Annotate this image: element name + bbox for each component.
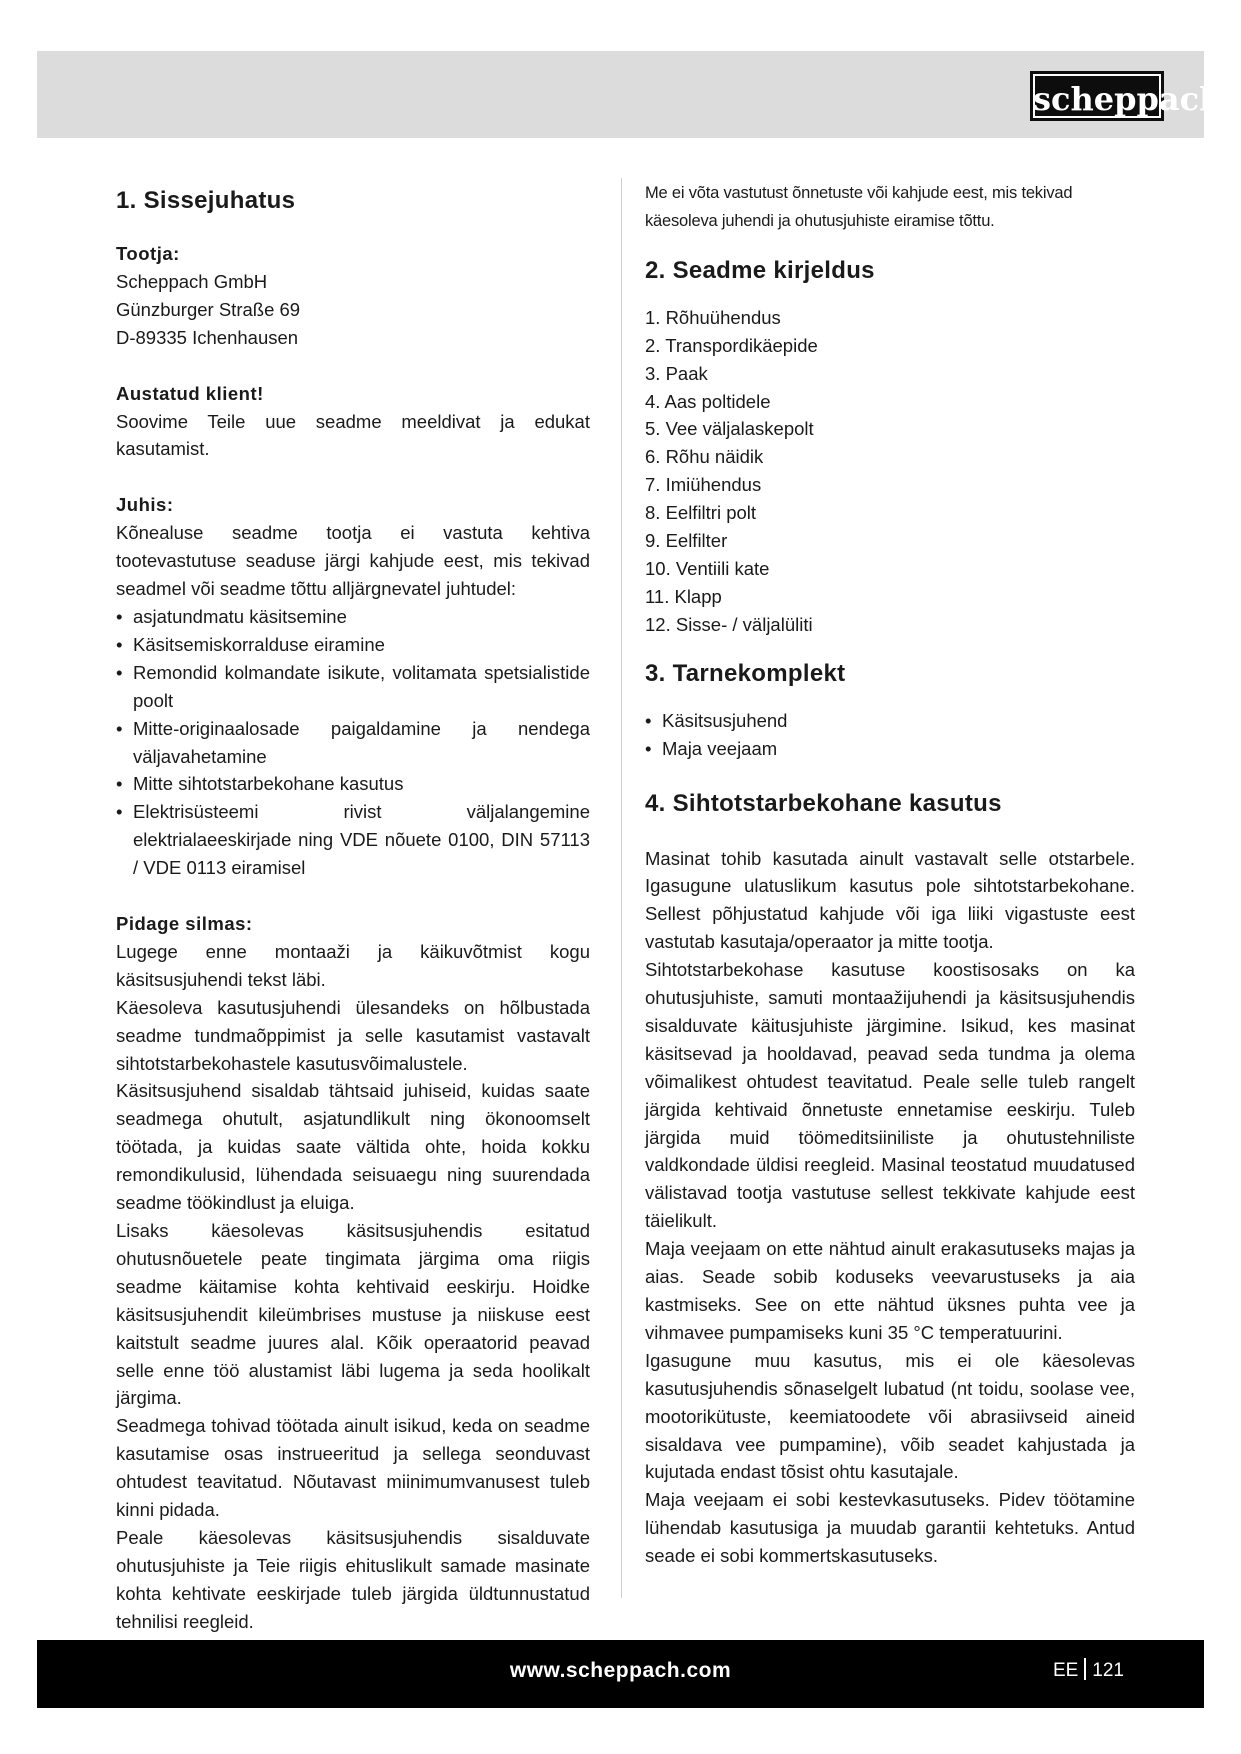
section-1-title: 1. Sissejuhatus <box>116 187 296 214</box>
customer-text: Soovime Teile uue seadme meeldivat ja edukat kasutamist. <box>116 410 590 460</box>
use-paragraph: Igasugune muu kasutus, mis ei ole käesolevas kasutusjuhendis sõnaselgelt lubatud (nt toidu, soolase vee, mootorikütuste, keemiatoodete või abrasiivseid aineid sisaldava vee pumpamine), võib seadet kahjustada ja kujutada endast tõsist ohtu kasutajale. <box>645 1349 1135 1483</box>
note-paragraph: Seadmega tohivad töötada ainult isikud, keda on seadme kasutamise osas instrueeritud ja sellega seonduvast ohtudest teavitatud. Nõutavast miinimumvanusest tuleb kinni pidada. <box>116 1415 590 1521</box>
use-paragraph: Masinat tohib kasutada ainult vastavalt selle otstarbele. Igasugune ulatuslikum kasutus pole sihtotstarbekohane. Sellest põhjustatud kahjude või iga liiki vigastuste eest vastutab kasutaja/operaator ja mitte tootja. <box>645 847 1135 953</box>
note-paragraph: Peale käesolevas käsitsusjuhendis sisalduvate ohutusjuhiste ja Teie riigis ehituslikult samade masinate kohta kehtivate eeskirjade tuleb järgida üldtunnustatud tehnilisi reegleid. <box>116 1526 590 1632</box>
parts-list <box>645 304 1135 639</box>
liability-text: Me ei võta vastutust õnnetuste või kahjude eest, mis tekivad käesoleva juhendi ja ohutusjuhiste eiramise tõttu. <box>645 184 1073 230</box>
list-item: • Mitte sihtotstarbekohane kasutus <box>116 770 590 798</box>
manufacturer-line: Günzburger Straße 69 <box>116 298 301 320</box>
list-item: • Maja veejaam <box>645 735 1135 763</box>
note-paragraph: Käsitsusjuhend sisaldab tähtsaid juhiseid, kuidas saate seadmega ohutult, asjatundlikult ning ökonoomselt töötada, ja kuidas saate vältida ohte, hoida kokku remondikulusid, lühendada seisuaegu ning suurendada seadme töökindlust ja eluiga. <box>116 1080 590 1214</box>
notice-text: Kõnealuse seadme tootja ei vastuta kehtiva tootevastutuse seaduse järgi kahjude eest, mis tekivad seadmel või seadme tõttu alljärgnevatel juhtudel: <box>116 522 590 600</box>
use-paragraph: Maja veejaam ei sobi kestevkasutuseks. Pidev töötamine lühendab kasutusiga ja muudab garantii kehtetuks. Antud seade ei sobi kommertskasutuseks. <box>645 1489 1135 1567</box>
right-column <box>645 180 1135 1570</box>
use-paragraph: Maja veejaam on ette nähtud ainult erakasutuseks majas ja aias. Seade sobib koduseks veevarustuseks ja aia kastmiseks. See on ette nähtud üksnes puhta vee ja vihmavee pumpamiseks kuni 35 °C temperatuurini. <box>645 1238 1135 1343</box>
list-item: • Elektrisüsteemi rivist väljalangemine elektrialaeeskirjade ning VDE nõuete 0100, DIN 57113 / VDE 0113 eiramisel <box>116 798 590 882</box>
list-item: 12. Sisse- / väljalüliti <box>645 613 813 635</box>
customer-label: Austatud klient! <box>116 382 264 404</box>
list-item: 11. Klapp <box>645 585 722 607</box>
list-item: • Käsitsusjuhend <box>645 707 1135 735</box>
list-item: 7. Imiühendus <box>645 474 762 496</box>
list-item: • asjatundmatu käsitsemine <box>116 603 590 631</box>
list-item: • Käsitsemiskorralduse eiramine <box>116 631 590 659</box>
section-3-title: 3. Tarnekomplekt <box>645 659 846 687</box>
list-item: 5. Vee väljalaskepolt <box>645 418 814 440</box>
note-label: Pidage silmas: <box>116 913 253 935</box>
list-item: 4. Aas poltidele <box>645 390 771 412</box>
manufacturer-line: Scheppach GmbH <box>116 270 268 292</box>
list-item: 8. Eelfiltri polt <box>645 502 757 524</box>
column-divider <box>621 178 622 1598</box>
note-paragraph: Lugege enne montaaži ja käikuvõtmist kogu käsitsusjuhendi tekst läbi. <box>116 940 590 990</box>
list-item: 2. Transpordikäepide <box>645 334 818 356</box>
page-separator <box>1084 1658 1086 1680</box>
footer-page-indicator <box>1053 1640 1124 1702</box>
list-item: 6. Rõhu näidik <box>645 446 764 468</box>
note-paragraph: Käesoleva kasutusjuhendi ülesandeks on hõlbustada seadme tundmaõppimist ja selle kasutamist vastavalt sihtotstarbekohastele kasutusvõimalustele. <box>116 996 590 1074</box>
language-code: EE <box>1052 1660 1079 1681</box>
notice-bullet-list <box>116 603 590 882</box>
manufacturer-line: D-89335 Ichenhausen <box>116 326 299 348</box>
notice-label: Juhis: <box>116 494 174 516</box>
footer-bar <box>37 1640 1204 1708</box>
list-item: • Remondid kolmandate isikute, volitamata spetsialistide poolt <box>116 659 590 715</box>
list-item: 3. Paak <box>645 362 708 384</box>
scheppach-logo: scheppach <box>1030 71 1164 121</box>
header-bar <box>37 51 1223 138</box>
manufacturer-label: Tootja: <box>116 243 180 264</box>
section-2-title: 2. Seadme kirjeldus <box>645 256 875 284</box>
footer-website-link[interactable]: www.scheppach.com <box>509 1659 732 1682</box>
list-item: 10. Ventiili kate <box>645 557 770 579</box>
list-item: • Mitte-originaalosade paigaldamine ja nendega väljavahetamine <box>116 715 590 771</box>
note-paragraph: Lisaks käesolevas käsitsusjuhendis esitatud ohutusnõuetele peate tingimata järgima oma riigis seadme käitamise kohta kehtivaid eeskirju. Hoidke käsitsusjuhendit kileümbrises mustuse ja niiskuse eest kaitstult seadme juures alal. Kõik operaatorid peavad selle enne töö alustamist läbi lugema ja seda hoolikalt järgima. <box>116 1220 590 1409</box>
delivery-list <box>645 707 1135 763</box>
left-column <box>116 180 590 1636</box>
use-paragraph: Sihtotstarbekohase kasutuse koostisosaks on ka ohutusjuhiste, samuti montaažijuhendi ja käsitsusjuhendis sisalduvate käitusjuhiste järgimine. Isikud, kes masinat käsitsevad ja hooldavad, peavad seda tundma ja olema võimalikest ohtudest teavitatud. Peale selle tuleb rangelt järgida kehtivaid õnnetuste ennetamise eeskirju. Tuleb järgida muid töömeditsiiniliste ja ohutustehniliste valdkondade üldisi reegleid. Masinal teostatud muudatused välistavad tootja vastutuse sellest tekkivate kahjude eest täielikult. <box>645 959 1135 1232</box>
list-item: 9. Eelfilter <box>645 530 728 552</box>
section-4-title: 4. Sihtotstarbekohane kasutus <box>645 789 1002 817</box>
page-number: 121 <box>1092 1660 1124 1681</box>
list-item: 1. Rõhuühendus <box>645 306 781 328</box>
